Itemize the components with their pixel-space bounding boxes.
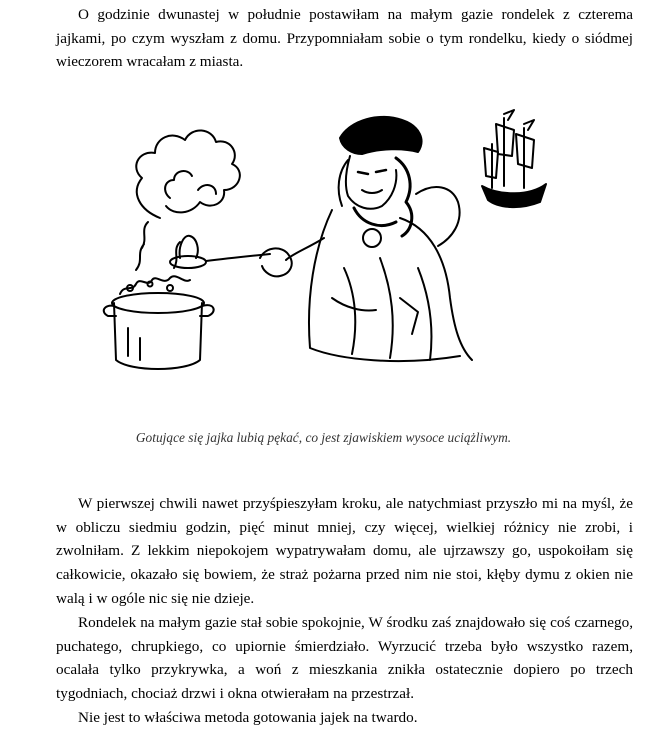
- illustration-caption: Gotujące się jajka lubią pękać, co jest zjawiskiem wysoce uciążliwym.: [135, 430, 512, 445]
- steam-icon: [136, 130, 240, 270]
- paragraph-intro: O godzinie dwunastej w południe postawiłam na małym gazie rondelek z czterema jajkami, po czym wyszłam z domu. Przypomniałam sobie o tym rondelku, kiedy o siódmej wieczorem wracałam z miasta.: [56, 6, 633, 71]
- cook-boiling-egg-illustration: [100, 98, 560, 378]
- cook-figure-icon: [286, 117, 472, 361]
- pot-icon: [104, 276, 214, 369]
- paragraph-second: W pierwszej chwili nawet przyśpieszyłam kroku, ale natychmiast przyszło mi na myśl, że w obliczu siedmiu godzin, pięć minut mniej, czy więcej, wielkiej różnicy nie zrobi, i zwolniłam. Z lekkim niepokojem wypatrywałam domu, ale ujrzawszy go, uspokoiłam się całkowicie, okazało się bowiem, że straż pożarna przed nim nie stoi, kłęby dymu z okien nie walą i w ogóle nic się nie dzieje.: [56, 495, 633, 607]
- paragraph-conclusion: Nie jest to właściwa metoda gotowania jajek na twardo.: [78, 709, 418, 726]
- ship-icon: [482, 110, 546, 207]
- hand-icon: [260, 248, 292, 276]
- egg-spoon-icon: [170, 236, 270, 268]
- paragraph-third: Rondelek na małym gazie stał sobie spokojnie, W środku zaś znajdowało się coś czarnego, puchatego, chrupkiego, co upiornie śmierdziało. Wyrzucić trzeba było wszystko razem, ocalała tylko przykrywka, a woń z mieszkania znikła ostatecznie dopiero po trzech tygodniach, chociaż drzwi i okna otwierałam na przestrzał.: [56, 614, 633, 703]
